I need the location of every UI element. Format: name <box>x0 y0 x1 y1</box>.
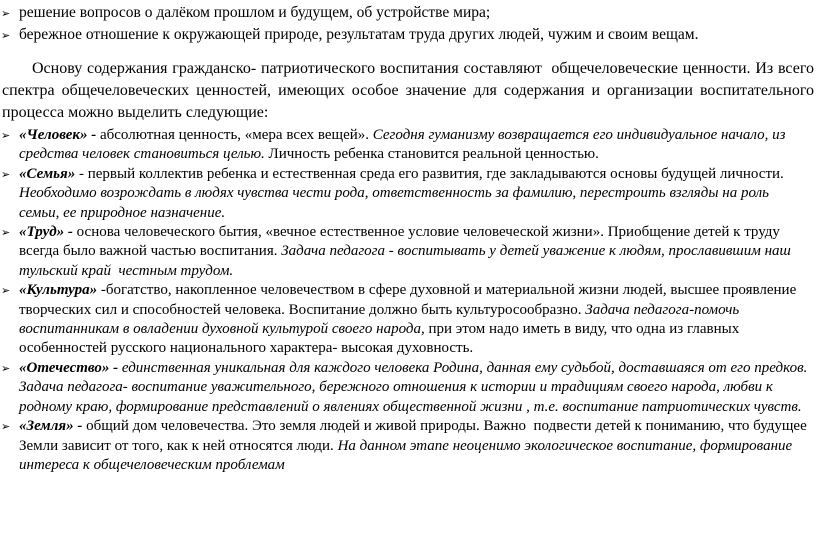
arrow-bullet-icon: ➢ <box>1 29 11 42</box>
text-run: бережное отношение к окружающей природе, результатам труда других людей, чужим и своим вещам. <box>19 26 699 43</box>
text-run: Задача педагога-помочь воспитанникам в овладении духовной культурой своего народа, <box>19 301 740 338</box>
list-item <box>0 126 813 165</box>
bullet-text <box>19 26 698 43</box>
text-run: «Отечество» - <box>19 359 122 376</box>
arrow-bullet-icon: ➢ <box>1 129 11 142</box>
list-item <box>0 165 813 223</box>
text-run: при этом надо иметь в виду, что одна из главных особенностей русского национального характера- высокая духовность. <box>19 321 740 357</box>
text-run: решение вопросов о далёком прошлом и будущем, об устройстве мира; <box>19 4 491 21</box>
bullet-text <box>19 282 796 356</box>
text-run: абсолютная ценность, «мера всех вещей». <box>99 127 373 143</box>
bullet-text <box>19 224 791 279</box>
bullet-text <box>19 127 785 162</box>
text-run: «Культура» <box>19 282 98 299</box>
text-run: единственная уникальная для каждого человека Родина, данная ему судьбой, доставшаяся от его предков. Задача педагога- воспитание уважительного, бережного отношения к истории и традициям своего народа, любви к родному краю, формирование представлений о явлениях общественной жизни , т.е. воспитание патриотических чувств. <box>19 359 808 415</box>
text-run: «Семья» <box>19 165 76 182</box>
list-item <box>0 417 813 475</box>
text-run: «Труд» - <box>19 224 77 241</box>
arrow-bullet-icon: ➢ <box>1 361 11 375</box>
text-run: Задача педагога - воспитывать у детей уважение к людям, прославившим наш тульский край честным трудом. <box>19 243 791 279</box>
text-run: Сегодня гуманизму возвращается его индивидуальное начало, из средства человек становиться целью. <box>19 127 786 163</box>
bullet-text <box>19 418 807 473</box>
text-run: «Человек» - <box>19 127 100 143</box>
bullet-text <box>19 4 490 21</box>
bullet-text <box>19 360 807 415</box>
intro-paragraph: Основу содержания гражданско- патриотического воспитания составляют общечеловеческие ценности. Из всего спектра общечеловеческих ценностей, имеющих особое значение для содержания и организации воспитательного процесса можно выделить следующие: <box>2 60 814 121</box>
list-item <box>0 223 813 281</box>
text-run: Необходимо возрождать в людях чувства чести рода, ответственность за фамилию, перестроить взгляды на роль семьи, ее природное назначение. <box>19 185 769 221</box>
list-item <box>0 2 810 24</box>
list-item <box>0 281 813 359</box>
text-run: Личность ребенка становится реальной ценностью. <box>268 146 599 163</box>
intro-bullet-list <box>0 0 816 46</box>
arrow-bullet-icon: ➢ <box>1 167 11 181</box>
text-run: «Земля» - <box>19 418 87 435</box>
list-item <box>0 359 813 417</box>
bullet-text <box>19 166 784 221</box>
arrow-bullet-icon: ➢ <box>1 7 11 20</box>
text-run: -богатство, накопленное человечеством в сфере духовной и материальной жизни людей, высшее проявление творческих сил и способностей человека. Воспитание должно быть культуросообразно. <box>19 282 797 318</box>
text-run: - первый коллектив ребенка и естественная среда его развития, где закладываются основы будущей личности. <box>75 165 784 182</box>
text-run: На данном этапе неоценимо экологическое воспитание, формирование интереса к общечеловеческим проблемам <box>19 437 793 473</box>
arrow-bullet-icon: ➢ <box>1 226 11 240</box>
arrow-bullet-icon: ➢ <box>1 420 11 434</box>
text-run: общий дом человечества. Это земля людей и живой природы. Важно подвести детей к пониманию, что будущее Земли зависит от того, как к ней относятся люди. <box>19 418 807 454</box>
text-run: основа человеческого бытия, «вечное естественное условие человеческой жизни». Приобщение детей к труду всегда было важной частью воспитания. <box>19 224 780 260</box>
list-item <box>0 24 810 46</box>
values-bullet-list <box>0 126 816 475</box>
arrow-bullet-icon: ➢ <box>1 284 11 298</box>
